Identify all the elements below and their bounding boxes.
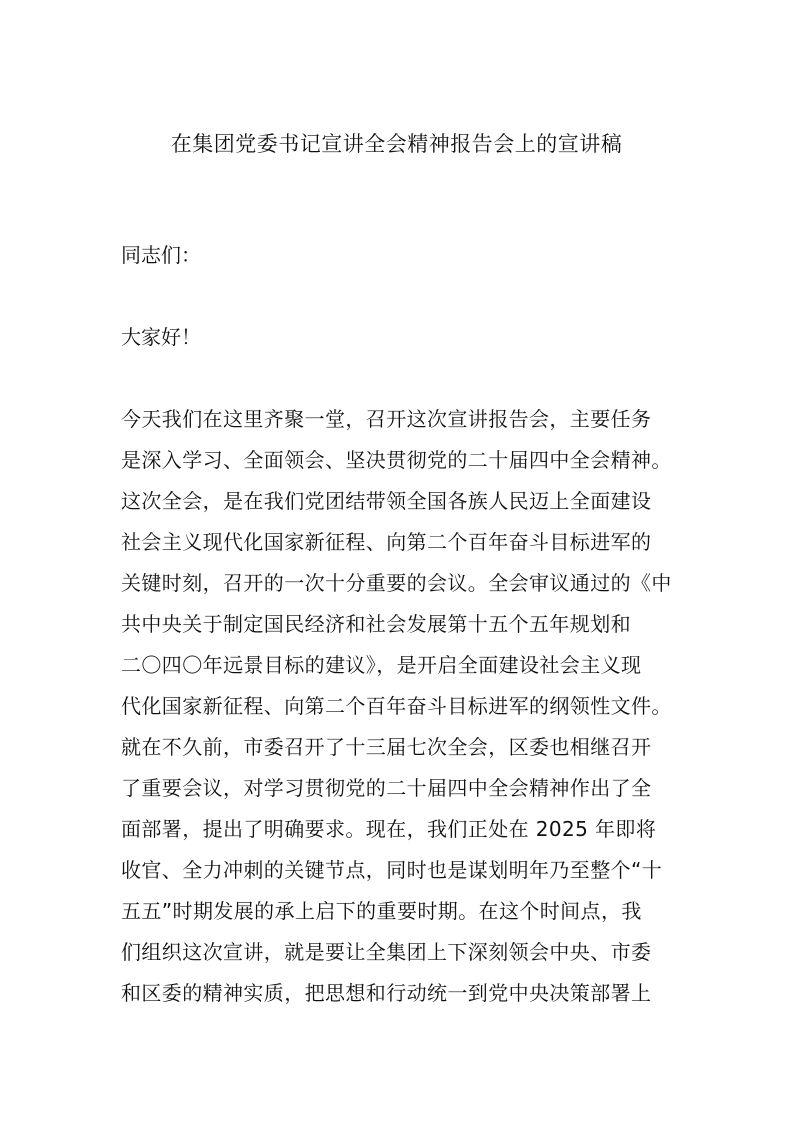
body-line: 二〇四〇年远景目标的建议》，是开启全面建设社会主义现	[121, 653, 642, 677]
body-paragraph	[121, 404, 691, 1019]
body-line: 五五”时期发展的承上启下的重要时期。在这个时间点，我	[121, 899, 642, 923]
body-line: 这次全会，是在我们党团结带领全国各族人民迈上全面建设	[121, 489, 652, 513]
salutation: 同志们：	[121, 243, 201, 267]
body-line: 共中央关于制定国民经济和社会发展第十五个五年规划和	[121, 612, 631, 636]
document-title: 在集团党委书记宣讲全会精神报告会上的宣讲稿	[170, 132, 623, 156]
body-line: 代化国家新征程、向第二个百年奋斗目标进军的纲领性文件。	[121, 694, 672, 718]
greeting: 大家好！	[121, 325, 201, 349]
body-line: 面部署，提出了明确要求。现在，我们正处在 2025 年即将	[121, 817, 657, 841]
body-line: 今天我们在这里齐聚一堂，召开这次宣讲报告会，主要任务	[121, 407, 652, 431]
body-line: 们组织这次宣讲，就是要让全集团上下深刻领会中央、市委	[121, 940, 652, 964]
body-line: 了重要会议，对学习贯彻党的二十届四中全会精神作出了全	[121, 776, 652, 800]
body-line: 就在不久前，市委召开了十三届七次全会，区委也相继召开	[121, 735, 652, 759]
body-line: 关键时刻，召开的一次十分重要的会议。全会审议通过的《中	[121, 571, 672, 595]
body-line: 社会主义现代化国家新征程、向第二个百年奋斗目标进军的	[121, 530, 652, 554]
body-line: 和区委的精神实质，把思想和行动统一到党中央决策部署上	[121, 981, 652, 1005]
body-line: 是深入学习、全面领会、坚决贯彻党的二十届四中全会精神。	[121, 448, 672, 472]
body-line: 收官、全力冲刺的关键节点，同时也是谋划明年乃至整个“十	[121, 858, 663, 882]
